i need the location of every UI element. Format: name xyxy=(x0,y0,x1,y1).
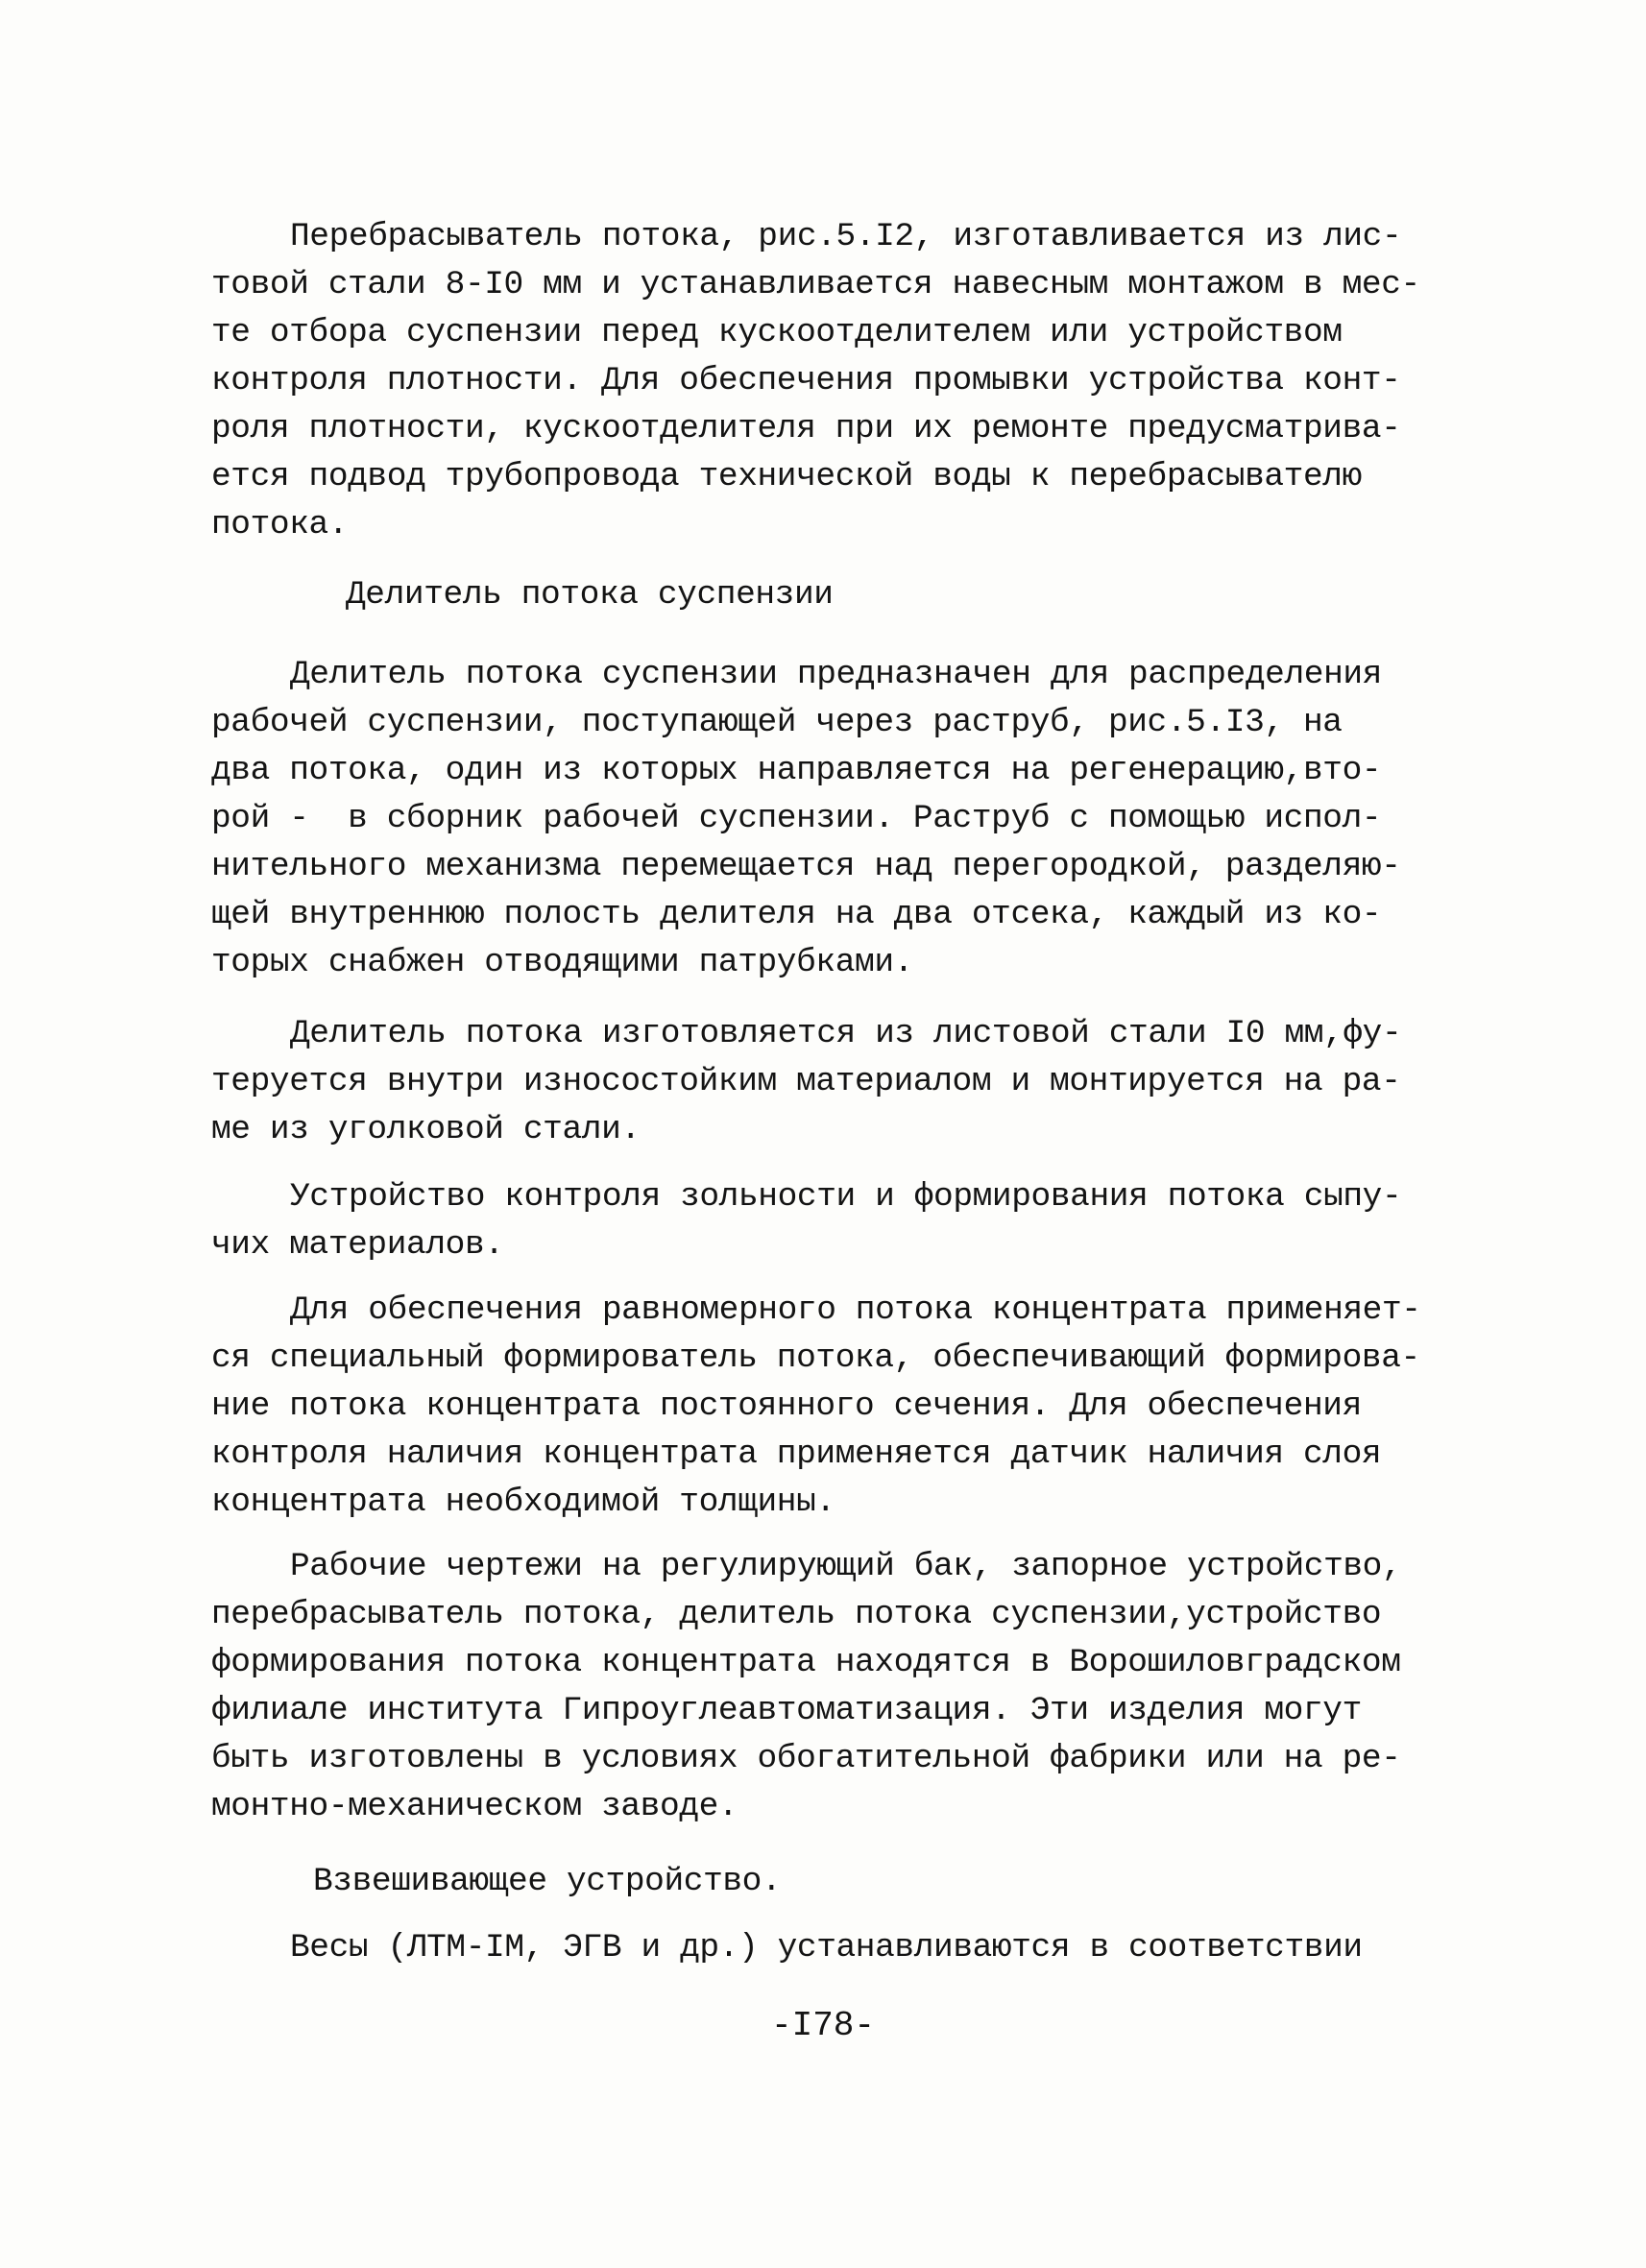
text-line: монтно-механическом заводе. xyxy=(211,1788,738,1825)
text-line: теруется внутри износостойким материалом и монтируется на ра- xyxy=(211,1063,1401,1100)
text-line: филиале института Гипроуглеавтоматизация. Эти изделия могут xyxy=(211,1692,1362,1729)
text-line: перебрасыватель потока, делитель потока суспензии,устройство xyxy=(211,1596,1382,1633)
text-line: роля плотности, кускоотделителя при их ремонте предусматрива- xyxy=(211,410,1401,447)
heading-suspension-divider xyxy=(211,571,1450,619)
paragraph-divider-fabrication xyxy=(211,1010,1450,1154)
text-line: Для обеспечения равномерного потока концентрата применяет- xyxy=(290,1291,1421,1329)
paragraph-scales xyxy=(211,1924,1450,1972)
text-line: Рабочие чертежи на регулирующий бак, запорное устройство, xyxy=(290,1548,1402,1585)
text-line: Перебрасыватель потока, рис.5.I2, изготавливается из лис- xyxy=(290,218,1402,255)
text-line: ся специальный формирователь потока, обеспечивающий формирова- xyxy=(211,1339,1420,1377)
text-line: ние потока концентрата постоянного сечения. Для обеспечения xyxy=(211,1387,1362,1425)
section-heading: Взвешивающее устройство. xyxy=(313,1863,782,1900)
paragraph-working-drawings xyxy=(211,1543,1450,1831)
text-line: контроля плотности. Для обеспечения промывки устройства конт- xyxy=(211,362,1401,399)
text-line: рой - в сборник рабочей суспензии. Раструб с помощью испол- xyxy=(211,800,1382,837)
section-heading: Делитель потока суспензии xyxy=(346,576,834,614)
text-line: щей внутреннюю полость делителя на два отсека, каждый из ко- xyxy=(211,896,1382,933)
paragraph-divider-purpose xyxy=(211,651,1450,987)
text-line: Делитель потока суспензии предназначен для распределения xyxy=(290,656,1382,693)
text-line: те отбора суспензии перед кускоотделителем или устройством xyxy=(211,314,1343,351)
paragraph-flow-switch xyxy=(211,213,1450,549)
text-line: быть изготовлены в условиях обогатительной фабрики или на ре- xyxy=(211,1740,1401,1777)
text-line: товой стали 8-I0 мм и устанавливается навесным монтажом в мес- xyxy=(211,266,1420,303)
text-line: нительного механизма перемещается над перегородкой, разделяю- xyxy=(211,848,1401,885)
text-line: два потока, один из которых направляется на регенерацию,вто- xyxy=(211,752,1382,789)
page-number: -I78- xyxy=(770,2006,876,2045)
paragraph-concentrate-flow xyxy=(211,1287,1450,1527)
text-line: чих материалов. xyxy=(211,1226,504,1264)
text-line: контроля наличия концентрата применяется датчик наличия слоя xyxy=(211,1436,1382,1473)
text-line: формирования потока концентрата находятся в Ворошиловградском xyxy=(211,1644,1401,1681)
text-line: потока. xyxy=(211,506,349,543)
text-line: Делитель потока изготовляется из листовой стали I0 мм,фу- xyxy=(290,1015,1402,1052)
text-line: концентрата необходимой толщины. xyxy=(211,1484,835,1521)
text-line: Устройство контроля зольности и формирования потока сыпу- xyxy=(290,1178,1402,1216)
text-line: ме из уголковой стали. xyxy=(211,1111,641,1148)
text-line: рабочей суспензии, поступающей через раструб, рис.5.I3, на xyxy=(211,704,1343,741)
text-line: торых снабжен отводящими патрубками. xyxy=(211,944,913,981)
text-line: Весы (ЛТМ-IМ, ЭГВ и др.) устанавливаются в соответствии xyxy=(290,1929,1363,1966)
paragraph-ash-control-heading xyxy=(211,1173,1450,1269)
text-line: ется подвод трубопровода технической воды к перебрасывателю xyxy=(211,458,1362,495)
heading-weighing-device xyxy=(211,1858,1450,1906)
